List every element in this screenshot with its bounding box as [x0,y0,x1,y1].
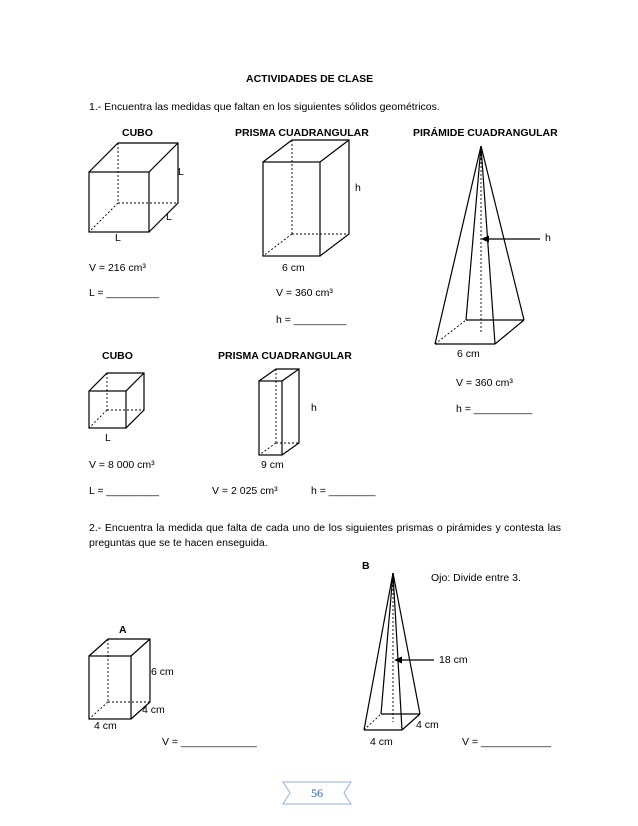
piramide-answer: h = __________ [456,403,533,415]
figA-depth-label: 4 cm [142,704,165,716]
cubo1-answer: L = _________ [89,287,159,299]
cubo1-volume: V = 216 cm³ [89,262,146,274]
page-number: 56 [311,786,323,800]
prisma1-heading: PRISMA CUADRANGULAR [235,127,369,139]
piramide-heading: PIRÁMIDE CUADRANGULAR [413,127,558,139]
figA-height-label: 6 cm [151,666,174,678]
cubo2-edge-label: L [105,432,111,444]
figB-volume: V = ____________ [462,736,552,748]
prism-2-drawing [259,369,299,455]
pyramid-1-drawing [435,146,540,344]
prism-1-drawing [263,140,349,256]
cubo2-heading: CUBO [102,350,133,362]
figB-note: Ojo: Divide entre 3. [431,572,521,584]
piramide-base-label: 6 cm [457,348,480,360]
figB-letter: B [362,560,370,572]
figA-letter: A [119,624,127,636]
cubo2-answer: L = _________ [89,485,159,497]
prisma2-volume: V = 2 025 cm³ [212,485,278,497]
section1-instruction: 1.- Encuentra las medidas que faltan en los siguientes sólidos geométricos. [89,101,440,113]
cubo1-edge-label-2: L [166,211,172,223]
cubo1-edge-label-1: L [178,166,184,178]
figB-pyramid-drawing [364,573,434,730]
prisma2-answer: h = ________ [311,485,376,497]
section2-instruction: 2.- Encuentra la medida que falta de cada uno de los siguientes prismas o pirámides y contesta las preguntas que se te hacen enseguida. [89,522,561,549]
figA-width-label: 4 cm [94,720,117,732]
cubo1-heading: CUBO [122,127,153,139]
prisma1-height-label: h [355,182,361,194]
cube-1-drawing [89,143,178,232]
prisma2-heading: PRISMA CUADRANGULAR [218,350,352,362]
cube-2-drawing [89,373,144,428]
prisma1-answer: h = _________ [276,314,347,326]
piramide-volume: V = 360 cm³ [456,377,513,389]
cubo1-edge-label-3: L [115,232,121,244]
figB-width-label: 4 cm [370,736,393,748]
prisma2-height-label: h [311,402,317,414]
piramide-height-label: h [545,232,551,244]
figA-volume: V = _____________ [162,736,257,748]
page-title: ACTIVIDADES DE CLASE [246,73,374,85]
prisma1-volume: V = 360 cm³ [276,287,333,299]
figA-prism-drawing [89,639,150,719]
figB-depth-label: 4 cm [416,719,439,731]
prisma2-base-label: 9 cm [261,459,284,471]
prisma1-base-label: 6 cm [282,262,305,274]
figB-height-label: 18 cm [439,654,468,666]
cubo2-volume: V = 8 000 cm³ [89,459,155,471]
